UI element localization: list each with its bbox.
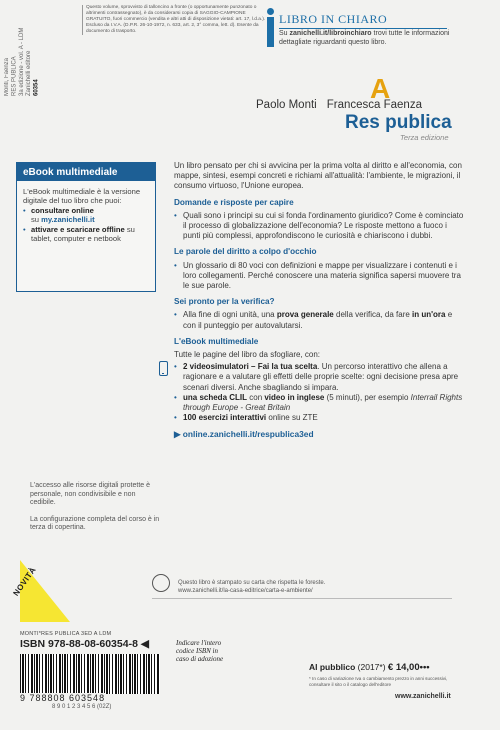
access-note-text: L'accesso alle risorse digitali protette è personale, non condivisibile e non cedibile. — [30, 482, 151, 507]
ebook-box — [16, 162, 156, 292]
section-heading: L'eBook multimediale — [174, 336, 259, 346]
ebook-box-item: • attivare e scaricare offline su tablet, computer e netbook — [23, 225, 149, 244]
ebook-box-intro: L'eBook multimediale è la versione digitale del tuo libro che puoi: — [23, 187, 141, 206]
section-intro: Tutte le pagine del libro da sfogliare, con: — [174, 350, 321, 360]
feature-item: • 2 videosimulatori – Fai la tua scelta. Un percorso interattivo che allena a ragionare e a valutare gli effetti delle proprie scelte: ogni decisione presa apre scenari diversi. Anche sbagliando si impara. — [174, 362, 464, 393]
tablet-icon — [159, 361, 168, 376]
ebook-box-body — [17, 181, 155, 249]
divider — [152, 598, 452, 599]
isbn: ISBN 978-88-08-60354-8 ◀ — [20, 638, 149, 650]
my-zanichelli-link[interactable]: my.zanichelli.it — [41, 215, 95, 225]
forest-paper-icon — [152, 574, 170, 592]
info-icon — [265, 8, 276, 52]
paper-notice-link[interactable]: www.zanichelli.it/la-casa-editrice/carta-e-ambiente/ — [178, 587, 313, 594]
edition-label: Terza edizione — [400, 133, 449, 142]
book-title: Res publica — [345, 112, 452, 133]
price-note: * In caso di variazione Iva o cambiamento prezzo in anni successivi, consultare il sito o il catalogo dell'editore — [309, 676, 448, 687]
author-1: Paolo Monti — [256, 99, 317, 111]
libro-in-chiaro-title: LIBRO IN CHIARO — [279, 12, 447, 29]
price: Al pubblico (2017*) € 14,00••• — [309, 662, 430, 673]
spine-note — [4, 4, 60, 96]
authors — [256, 99, 422, 111]
spine-publisher: Zanichelli editore — [26, 50, 33, 96]
section-heading: Sei pronto per la verifica? — [174, 297, 275, 307]
libro-in-chiaro-text: Su zanichelli.it/libroinchiaro trovi tutte le informazioni dettagliate riguardanti questo libro. — [279, 30, 450, 46]
section-text: • Alla fine di ogni unità, una prova generale della verifica, da fare in un'ora e con il punteggio per autovalutarsi. — [174, 310, 464, 330]
novita-label: NOVITÀ — [11, 565, 38, 598]
author-2: Francesca Faenza — [326, 99, 422, 111]
configuration-note-text: La configurazione completa del corso è in terza di copertina. — [30, 515, 160, 532]
paper-notice-line: Questo libro è stampato su carta che rispetta le foreste. — [178, 580, 326, 586]
spine-title: RES PUBLICA — [11, 56, 18, 96]
spine-edition: 3a edizione - vol. A - LDM — [18, 27, 25, 96]
section-heading: Le parole del diritto a colpo d'occhio — [174, 247, 317, 257]
volume-letter: A — [370, 73, 391, 104]
section-text: • Un glossario di 80 voci con definizioni e mappe per visualizzare i contenuti e i loro collegamenti. Perché conoscere una materia significa sapersi muovere tra le sue parole. — [174, 261, 464, 292]
barcode-digits: 9 788808 603548 — [20, 693, 106, 703]
isbn-note: Indicare l'intero codice ISBN in caso di adozione — [176, 639, 224, 663]
libro-in-chiaro-link[interactable]: zanichelli.it/libroinchiaro — [289, 30, 372, 37]
feature-item: • 100 esercizi interattivi online su ZTE — [174, 413, 464, 423]
online-link[interactable]: ▶ online.zanichelli.it/respublica3ed — [174, 429, 314, 440]
access-note — [30, 482, 160, 541]
main-description — [174, 161, 464, 440]
publisher-site[interactable]: www.zanichelli.it — [395, 693, 451, 700]
intro-text: Un libro pensato per chi si avvicina per la prima volta al diritto e all'economia, con mappe, sintesi, esempi concreti e richiami all'attualità: l'ambiente, le migrazioni, il consumo virtuoso, l'Unione europea. — [174, 161, 462, 191]
sample-copy-notice: Questo volume, sprovvisto di talloncino a fronte (o opportunamente punzonato o altrimenti contrassegnato), è da considerarsi copia di SAGGIO-CAMPIONE GRATUITO, fuori commercio (vendita e altri atti di disposizione vietati: art. 17, l.d.a.). Escluso da I.V.A. (D.P.R. 26-10-1972, n. 633, art. 2, 3° comma, lett. d). Esente da documento di trasporto. — [82, 5, 272, 35]
ebook-box-item: • consultare online su my.zanichelli.it — [23, 206, 149, 225]
feature-item: • una scheda CLIL con video in inglese (5 minuti), per esempio Interrail Rights through Europe - Great Britain — [174, 393, 464, 413]
spine-author: Monti, Faenza — [4, 57, 10, 96]
libro-in-chiaro-box — [265, 6, 465, 98]
ebook-box-heading: eBook multimediale — [17, 163, 155, 181]
barcode — [20, 654, 160, 694]
barcode-label: MONTI*RES PUBLICA 3ED A LDM — [20, 631, 112, 637]
barcode-small-code: 8 9 0 1 2 3 4 5 6 (02Z) — [52, 704, 112, 710]
spine-code: 60354 — [33, 79, 40, 96]
section-text: • Quali sono i principi su cui si fonda l'ordinamento giuridico? Come è cominciato il processo di globalizzazione dell'economia? Le risposte mettono a fuoco i punti più complessi, approfondiscono le curiosità e chiariscono i dubbi. — [174, 211, 464, 242]
section-heading: Domande e risposte per capire — [174, 197, 294, 207]
